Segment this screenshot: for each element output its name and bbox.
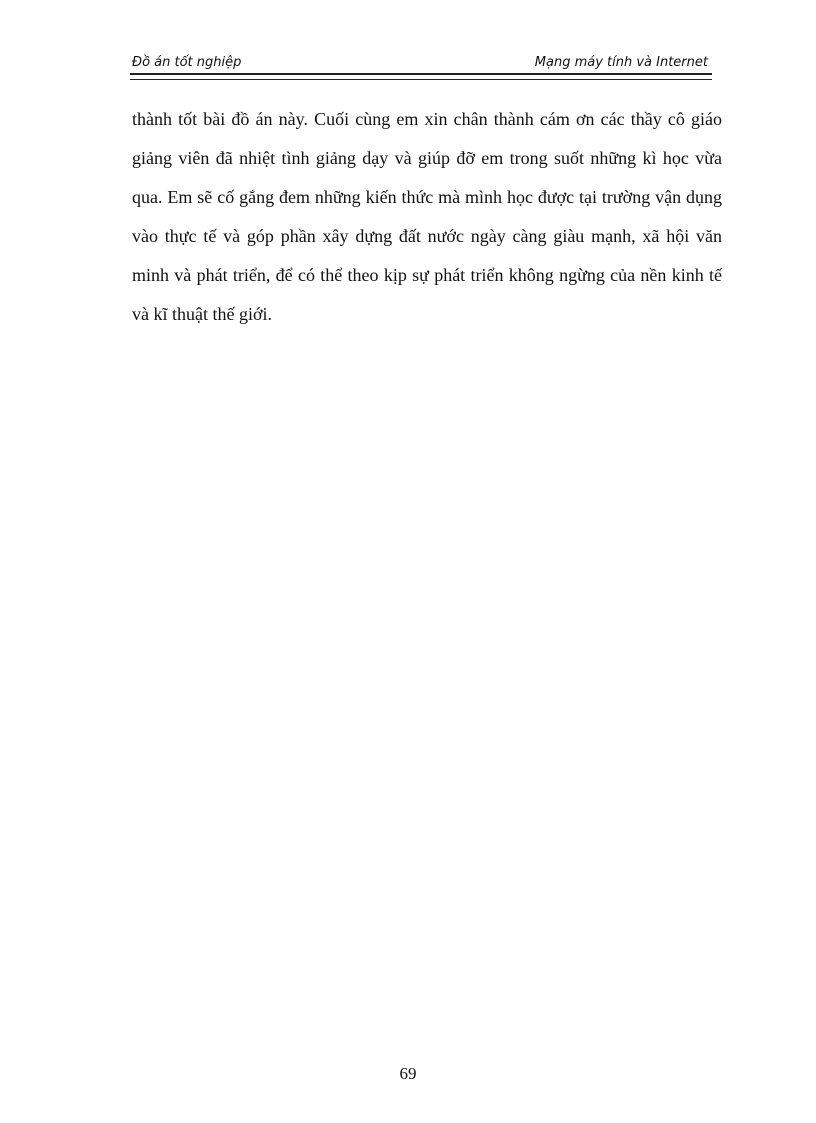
page-number: 69 <box>399 1064 417 1083</box>
body-paragraph: thành tốt bài đồ án này. Cuối cùng em xin chân thành cám ơn các thầy cô giáo giảng viên đã nhiệt tình giảng dạy và giúp đỡ em trong suốt những kì học vừa qua. Em sẽ cố gắng đem những kiến thức mà mình học được tại trường vận dụng vào thực tế và góp phần xây dựng đất nước ngày càng giàu mạnh, xã hội văn minh và phát triển, để có thể theo kịp sự phát triển không ngừng của nền kinh tế và kĩ thuật thế giới. <box>132 109 722 324</box>
header-section-title: Mạng máy tính và Internet <box>534 55 708 70</box>
header-divider <box>130 73 712 80</box>
page-header <box>132 52 710 74</box>
header-document-title: Đồ án tốt nghiệp <box>132 55 242 70</box>
